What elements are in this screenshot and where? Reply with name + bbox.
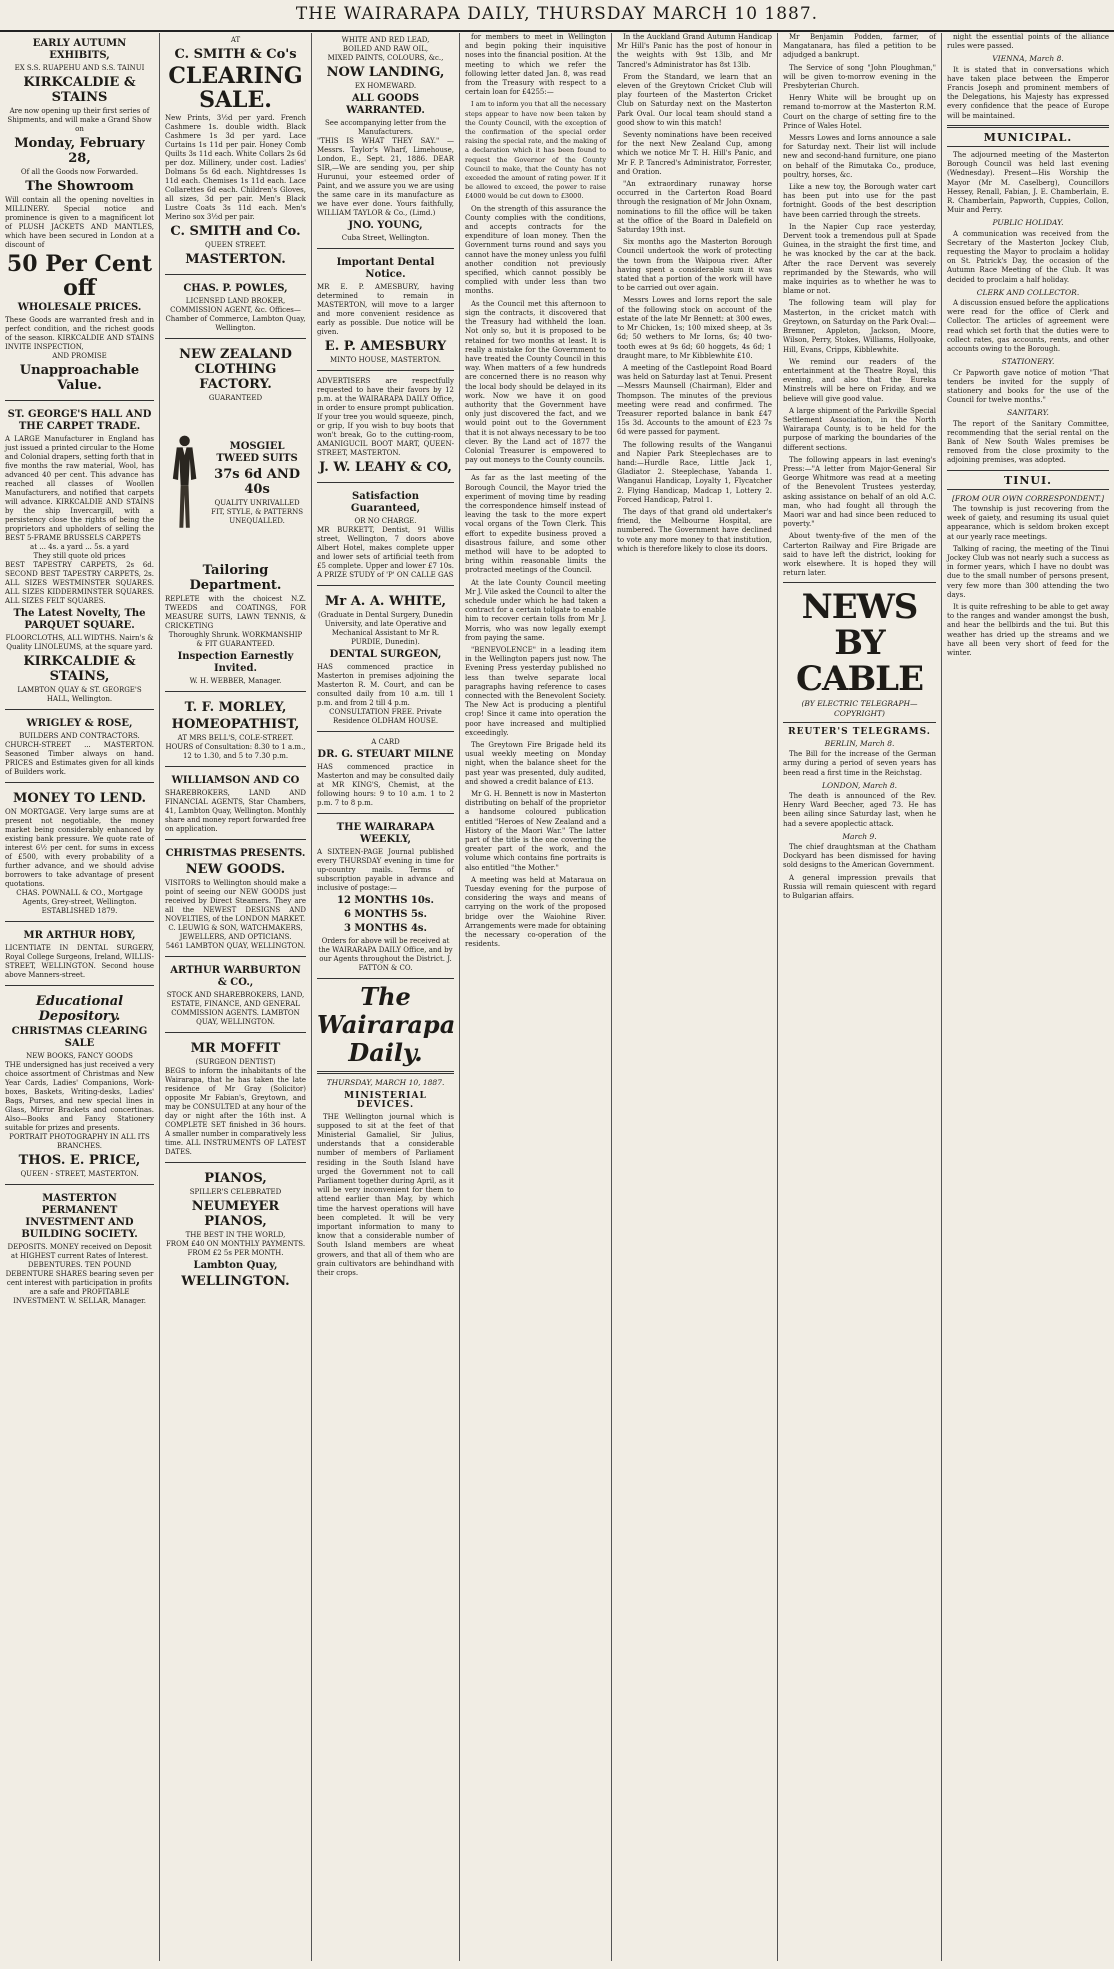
- satisfaction-body: MR BURKETT, Dentist, 91 Willis street, Wellington, 7 doors above Albert Hotel, makes complete upper and lower sets of artificial teeth from £5 complete. Upper and lower £7 10s. A PRIZE STUDY of 'P' ON CALLE GAS: [317, 526, 454, 579]
- novelty-heading: The Latest Novelty, The PARQUET SQUARE.: [13, 608, 146, 631]
- clothing-heading: NEW ZEALAND CLOTHING FACTORY.: [179, 347, 292, 392]
- ad-weekly: [317, 817, 454, 979]
- sanitary-heading: SANITARY.: [1007, 408, 1049, 418]
- williamson-body: SHAREBROKERS, LAND AND FINANCIAL AGENTS, Star Chambers, 41, Lambton Quay, Wellington. Monthly share and money report forwarded free on application.: [165, 789, 306, 833]
- column-7: [942, 33, 1114, 1961]
- white-name: Mr A. A. WHITE,: [324, 594, 447, 609]
- smith-firm: C. SMITH & Co's: [174, 47, 297, 62]
- amesbury: E. P. AMESBURY: [324, 339, 447, 354]
- price-1: FROM £40 ON MONTHLY PAYMENTS.: [165, 1240, 306, 1248]
- showroom-body: Will contain all the opening novelties in MILLINERY. Special notice and prominence is given to a magnificent lot of PLUSH JACKETS AND MANTLES, which have been secured in London at a discount of: [5, 196, 154, 249]
- fit-style: FIT, STYLE, & PATTERNS UNEQUALLED.: [211, 507, 304, 525]
- dental-surgeon: DENTAL SURGEON,: [329, 649, 442, 660]
- article-paragraph: As the Council met this afternoon to sign the contracts, it discovered that the Treasury had withheld the loan. Not only so, but it is proposed to be retained for two months at least. It is really a mistake for the Government to have treated the County Council in this way. When matters of a few hundreds are concerned there is no reason why the local body should be delayed in its work. Now we have it on good authority that the Government have only just discovered the fact, and we would point out to the Government that it is not always necessary to be too clever. By the Land act of 1877 the Colonial Treasurer is empowered to pay out moneys to the County councils.: [465, 299, 606, 465]
- ad-date: Monday, February 28,: [14, 136, 145, 166]
- news-paragraph: About twenty-five of the men of the Carterton Railway and Fire Brigade are said to have left the district, looking for work elsewhere. It is hoped they will return later.: [783, 532, 936, 578]
- tailoring: Tailoring Department.: [189, 563, 282, 593]
- hoby-name: MR ARTHUR HOBY,: [23, 930, 136, 941]
- column-5: [612, 33, 778, 1961]
- newbooks: NEW BOOKS, FANCY GOODS: [26, 1052, 133, 1060]
- adverts-notice: ADVERTISERS are respectfully requested to have their favors by 12 p.m. at the WAIRARAPA DAILY Office, in order to ensure prompt publication. If your tree you would squeeze, pinch, or grip, If you wish to buy boots that won't break, Go to the cutting-room, AMANIGUCIL BOOT MART, QUEEN-STREET, MASTERTON.: [317, 377, 454, 457]
- edu-heading: Educational Depository.: [35, 994, 124, 1024]
- term-12: 12 MONTHS 10s.: [337, 895, 434, 906]
- news-paragraph: Like a new toy, the Borough water cart has been put into use for the past fortnight. Goods of the best description have been carried through the streets.: [783, 183, 936, 219]
- column-1: [0, 33, 160, 1961]
- dateline-vienna: VIENNA, March 8.: [992, 54, 1064, 64]
- williamson-firm: WILLIAMSON AND CO: [171, 775, 300, 786]
- deposits: DEPOSITS. MONEY received on Deposit at HIGHEST current Rates of Interest.: [7, 1243, 152, 1260]
- wrigley-sub: BUILDERS AND CONTRACTORS.: [19, 732, 140, 740]
- bldg-heading: MASTERTON PERMANENT INVESTMENT AND BUILDING SOCIETY.: [21, 1193, 138, 1240]
- news-paragraph: In the Auckland Grand Autumn Handicap Mr Hill's Panic has the post of honour in the weights with 9st 13lb, and Mr Tancred's Administrator has 8st 13lb.: [617, 33, 772, 69]
- public-holiday-heading: PUBLIC HOLIDAY.: [992, 218, 1064, 228]
- news-paragraph: Mr Benjamin Podden, farmer, of Mangatanara, has filed a petition to be adjudged a bankrupt.: [783, 33, 936, 60]
- tinui-paragraph: Talking of racing, the meeting of the Tinui Jockey Club was not nearly such a success as in former years, which I have no doubt was due to the small number of persons present, very few more than 300 attending the two days.: [947, 544, 1109, 599]
- new-goods: NEW GOODS.: [185, 862, 286, 877]
- clearing-sale: CLEARING SALE.: [168, 63, 303, 113]
- news-paragraph: A meeting of the Castlepoint Road Board was held on Saturday last at Tenui. Present—Messrs Maunsell (Chairman), Elder and Thompson. The minutes of the previous meeting were read and confirmed. The Treasurer reported balance in bank £47 15s 3d. Accounts to the amount of £23 7s 6d were passed for payment.: [617, 363, 772, 437]
- news-paragraph: The Service of song "John Ploughman," will be given to-morrow evening in the Presbyterian Church.: [783, 63, 936, 91]
- news-paragraph: The following appears in last evening's Press:—"A letter from Major-General Sir George Whitmore was read at a meeting of the Benevolent Trustees yesterday, asking assistance on behalf of an old A.C. man, who had fought all through the Maori war and had since been reduced to poverty.": [783, 455, 936, 529]
- ks-firm: KIRKCALDIE & STAINS,: [23, 654, 136, 684]
- money-body: ON MORTGAGE. Very large sums are at present not negotiable, the money market being considerably enhanced by existing bank pressure. We quote rate of interest 6½ per cent. for sums in excess of £500, with every probability of a further advance, and we should advise borrowers to take advantage of present quotations.: [5, 808, 154, 888]
- price-2: FROM £2 5s PER MONTH.: [187, 1249, 284, 1257]
- editorial-heading: MINISTERIAL DEVICES.: [344, 1091, 427, 1111]
- neumeyer: NEUMEYER PIANOS,: [191, 1199, 280, 1229]
- moffit-name: MR MOFFIT: [190, 1041, 281, 1056]
- ad-money: [5, 786, 154, 922]
- tailor-body: REPLETE with the choicest N.Z. TWEEDS and COATINGS, FOR MEASURE SUITS, LAWN TENNIS, & CRICKETING: [165, 595, 306, 630]
- stationery-heading: STATIONERY.: [1001, 357, 1055, 367]
- minto-house: MINTO HOUSE, MASTERTON.: [329, 356, 442, 364]
- xmas-body: THE undersigned has just received a very choice assortment of Christmas and New Year Cards, Ladies' Companions, Work-boxes, Baskets, Writing-desks, Ladies' Bags, Purses, and new special lines in Glass, Mirror Brackets and concertinas. Also—Books and Fancy Stationery suitable for prizes and presents.: [5, 1061, 154, 1132]
- sale-list: New Prints, 3½d per yard. French Cashmere 1s. double width. Black Cashmere 1s 3d per yard. Lace Curtains 1s 11d per pair. Honey Comb Quilts 3s 11d each. White Collars 2s 6d per doz. Millinery, under cost. Ladies' Dolmans 5s 6d each. Nightdresses 1s 11d each. Chemises 1s 11d each. Lace Collarettes 6d each. Children's Gloves, all sizes, 3d per pair. Men's Black Lustre Coats 3s 11d each. Men's Merino sox 3½d per pair.: [165, 114, 306, 221]
- unapproachable-value: Unapproachable Value.: [19, 363, 140, 393]
- article-paragraph: Mr G. H. Bennett is now in Masterton distributing on behalf of the proprietor a handsome coloured publication entitled "Heroes of New Zealand and a History of the Maori War." The latter part of the title is the one covering the greater part of the work, and the volume which contains fine portraits is also entitled "the Mother.": [465, 790, 606, 872]
- xmas-heading: CHRISTMAS CLEARING SALE: [11, 1026, 148, 1049]
- showroom-heading: The Showroom: [25, 179, 134, 194]
- warburton-firm: ARTHUR WARBURTON & CO.,: [170, 965, 301, 988]
- mosgiel: MOSGIEL TWEED SUITS: [216, 440, 298, 464]
- ad-firm: KIRKCALDIE & STAINS: [23, 75, 136, 105]
- presents-heading: CHRISTMAS PRESENTS.: [165, 848, 306, 859]
- quote-line: They still quote old prices: [33, 552, 126, 560]
- dental-body: HAS commenced practice in Masterton in premises adjoining the Masterton R. M. Court, and can be consulted daily from 10 a.m. till 1 p.m. and from 2 till 4 p.m.: [317, 663, 454, 707]
- ad-dept: Of all the Goods now Forwarded.: [20, 168, 139, 176]
- tinui-sub: [FROM OUR OWN CORRESPONDENT.]: [951, 493, 1105, 503]
- tinui-paragraph: It is quite refreshing to be able to get away to the ranges and wander amongst the bush, and hear the bellbirds and the tui. But this weather has dried up the streams and we have all been very short of feed for the winter.: [947, 602, 1109, 657]
- paper-title: The Wairarapa Daily.: [317, 982, 456, 1067]
- ad-williamson: [165, 770, 306, 840]
- wellington: WELLINGTON.: [181, 1274, 290, 1289]
- article-paragraph: I am to inform you that all the necessary steps appear to have now been taken by the County Council, with the exception of the confirmation of the special order raising the special rate, and the making of a declaration which it has been found to request the Governor of the County Council to make, that the County has not exceeded the amount of rating power. If it be allowed to exceed, the power to raise £4000 would be cut down to £3000.: [465, 100, 606, 201]
- suit-illustration: [165, 407, 204, 557]
- debentures: DEBENTURES. TEN POUND DEBENTURE SHARES bearing seven per cent interest with participation in profits are a safe and PROFITABLE INVESTMENT. W. SELLAR, Manager.: [5, 1261, 154, 1305]
- portrait-line: PORTRAIT PHOTOGRAPHY IN ALL ITS BRANCHES.: [9, 1133, 150, 1150]
- ad-pianos: [165, 1166, 306, 1296]
- news-paragraph: Henry White will be brought up on remand to-morrow at the Masterton R.M. Court on the charge of setting fire to the Prince of Wales Hotel.: [783, 94, 936, 130]
- news-paragraph: From the Standard, we learn that an eleven of the Greytown Cricket Club will play fourteen of the Masterton Cricket Club on Saturday next on the Masterton Park Oval. Our local team should stand a good show to win this match!: [617, 72, 772, 127]
- ad-early-autumn: [5, 33, 154, 401]
- fees: CONSULTATION FREE. Private Residence OLDHAM HOUSE.: [329, 708, 442, 725]
- dateline-berlin: BERLIN, March 8.: [824, 738, 895, 748]
- wholesale-heading: WHOLESALE PRICES.: [17, 302, 142, 313]
- card: A CARD: [371, 738, 400, 746]
- ad-white: [317, 589, 454, 732]
- municipal-heading: MUNICIPAL.: [983, 130, 1073, 144]
- ad-clothing: [165, 342, 306, 692]
- money-heading: MONEY TO LEND.: [12, 791, 147, 806]
- orders: Orders for above will be received at the WAIRARAPA DAILY Office, and by our Agents throughout the District. J. FATTON & CO.: [318, 937, 453, 972]
- column-3: [312, 33, 460, 1961]
- satisfaction: Satisfaction Guaranteed,: [350, 491, 421, 514]
- ad-boots: [317, 374, 454, 483]
- ad-burkett: [317, 486, 454, 586]
- white-body: (Graduate in Dental Surgery, Dunedin University, and late Operative and Mechanical Assistant to Mr R. PURDIE, Dunedin).: [318, 611, 453, 646]
- homeopathist: HOMEOPATHIST,: [171, 717, 300, 732]
- council-paragraph: A discussion ensued before the applications were read for the office of Clerk and Collector. The articles of agreement were read which set forth that the duties were to collect rates, gas accounts, rents, and other accounts owing to the Borough.: [947, 299, 1109, 354]
- news-paragraph: The days of that grand old undertaker's friend, the Melbourne Hospital, are numbered. The Government have declined to vote any more money to that institution, which is therefore likely to close its doors.: [617, 507, 772, 553]
- ad-morley: [165, 695, 306, 767]
- ad-body: Are now opening up their first series of Shipments, and will make a Grand Show on: [7, 107, 152, 133]
- ad-sub: EX S.S. RUAPEHU AND S.S. TAINUI: [14, 64, 145, 72]
- shrunk: Thoroughly Shrunk. WORKMANSHIP & FIT GUARANTEED.: [168, 631, 303, 648]
- oils: BOILED AND RAW OIL,: [342, 45, 429, 53]
- powles-name: CHAS. P. POWLES,: [183, 283, 288, 294]
- news-paragraph: Messrs Lowes and Iorns report the sale of the following stock on account of the estate of the late Mr Bennett: at 300 ewes, to Mr Chicken, 1s; 100 mixed sheep, at 3s 6d; 50 wethers to Mr Iorns, 6s; 40 two-tooth ewes at 9s 6d; 60 hoggets, 4s 6d; 1 draught mare, to Mr Kibblewhite £10.: [617, 296, 772, 360]
- quality: QUALITY UNRIVALLED: [214, 498, 300, 507]
- news-paragraph: Seventy nominations have been received for the next New Zealand Cup, among which we notice Mr T. H. Hill's Panic, and Mr F. P. Tancred's Administrator, Forrester, and Oration.: [617, 131, 772, 176]
- wrigley-firm: WRIGLEY & ROSE,: [26, 718, 133, 729]
- lambton: Lambton Quay,: [193, 1260, 278, 1271]
- queen-street: QUEEN STREET.: [204, 241, 267, 249]
- clerk-heading: CLERK AND COLLECTOR.: [976, 287, 1080, 297]
- milne-body: HAS commenced practice in Masterton and may be consulted daily at MR KING'S, Chemist, at the following hours: 9 to 10 a.m. 1 to 2 p.m. 7 to 8 p.m.: [317, 763, 454, 807]
- editorial-text: THE Wellington journal which is supposed to sit at the feet of that Ministerial Gamaliel, Sir Julius, understands that a considerable number of members of Parliament residing in the South Island have urged the Government not to call Parliament together during April, as it will be very inconvenient for them to attend earlier than May, by which time the harvest operations will have been completed. It will be very important information to many to know that a considerable number of South Island members are wheat growers, and that all of them who are grain cultivators are behindhand with their crops.: [317, 1112, 454, 1278]
- presents-body: VISITORS to Wellington should make a point of seeing our NEW GOODS just received by Direct Steamers. They are all the NEWEST DESIGNS AND NOVELTIES, of the LONDON MARKET.: [165, 879, 306, 923]
- cable-heading: NEWS BY CABLE: [796, 587, 923, 700]
- council-paragraph: A communication was received from the Secretary of the Masterton Jockey Club, requesting the Mayor to proclaim a holiday on St. Patrick's Day, the occasion of the Autumn Race Meeting of the Club. It was decided to proclaim a half holiday.: [947, 229, 1109, 284]
- tinui-heading: TINUI.: [1004, 473, 1052, 487]
- morley-name: T. F. MORLEY,: [184, 700, 287, 715]
- ex-homeward: EX HOMEWARD.: [354, 82, 417, 90]
- term-6: 6 MONTHS 5s.: [343, 909, 428, 920]
- and-promise: AND PROMISE: [52, 352, 107, 360]
- news-paragraph: In the Napier Cup race yesterday, Dervent took a tremendous pull at Spade Guinea, in the straight the first time, and he was knocked by the car at the back. After the race Dervent was severely reprimanded by the Stewards, who will make inquiries as to whether he was to blame or not.: [783, 222, 936, 296]
- article-paragraph: A meeting was held at Mataraua on Tuesday evening for the purpose of considering the ways and means of carrying on the work of the proposed bridge over the Waiohine River. Arrangements were made for obtaining the necessary co-operation of the residents.: [465, 875, 606, 949]
- article-paragraph: The Greytown Fire Brigade held its usual weekly meeting on Monday night, when the balance sheet for the past year was presented, duly audited, and showed a credit balance of £13.: [465, 741, 606, 786]
- warburton-body: STOCK AND SHAREBROKERS, LAND, ESTATE, FINANCE, AND GENERAL COMMISSION AGENTS. LAMBTON QUAY, WELLINGTON.: [166, 991, 305, 1026]
- column-6: [778, 33, 942, 1961]
- cable-paragraph: The death is announced of the Rev. Henry Ward Beecher, aged 73. He has been ailing since Saturday last, when he had a severe apoplectic attack.: [783, 792, 936, 828]
- masthead: THE WAIRARAPA DAILY, THURSDAY MARCH 10 1887.: [0, 0, 1114, 32]
- ad-wrigley: [5, 713, 154, 783]
- wrigley-body: CHURCH-STREET ... MASTERTON. Seasoned Timber always on hand. PRICES and Estimates given for all kinds of Builders work.: [5, 741, 154, 776]
- bell-address: AT MRS BELL'S, COLE-STREET.: [177, 734, 294, 742]
- yard-prices: at ... 4s. a yard ... 5s. a yard: [30, 543, 129, 551]
- dental-notice-body: MR E. P. AMESBURY, having determined to remain in MASTERTON, will move to a larger and more convenient residence as early as possible. Due notice will be given.: [317, 283, 454, 336]
- council-paragraph: The adjourned meeting of the Masterton Borough Council was held last evening (Wednesday). Present—His Worship the Mayor (Mr M. Caselberg), Councillors Hessey, Renall, Fabian, J. E. Chamberlain, E. R. Chamberlain, Papworth, Cuppies, Collon, Muir and Perry.: [947, 151, 1109, 215]
- dateline-london: LONDON, March 8.: [821, 780, 897, 790]
- jno-young-addr: Cuba Street, Wellington.: [341, 234, 430, 242]
- hours: HOURS of Consultation: 8.30 to 1 a.m., 12 to 1.30, and 5 to 7.30 p.m.: [165, 743, 306, 760]
- webber: W. H. WEBBER, Manager.: [189, 677, 282, 685]
- masterton: MASTERTON.: [185, 252, 286, 267]
- ad-milne: [317, 735, 454, 814]
- news-paragraph: The following results of the Wanganui and Napier Park Steeplechases are to hand:—Hurdle Race, Little Jack 1, Gladiator 2. Steeplechase, Yabanda 1. Wanganui Handicap, Loyalty 1, Flycatcher 2. Flying Handicap, Madcap 1, Lottery 2. Forced Handicap, Patrol 1.: [617, 440, 772, 504]
- hoby-body: LICENTIATE IN DENTAL SURGERY, Royal College Surgeons, Ireland, WILLIS-STREET, WELLINGTON. Second house above Manners-street.: [5, 944, 154, 979]
- tinui-paragraph: The township is just recovering from the week of gaiety, and resuming its usual quiet appearance, which is seldom broken except at our yearly race meetings.: [947, 504, 1109, 541]
- cable-paragraph: night the essential points of the alliance rules were passed.: [947, 33, 1109, 51]
- ks-address: LAMBTON QUAY & ST. GEORGE'S HALL, Wellington.: [17, 686, 142, 703]
- pianos-heading: PIANOS,: [204, 1171, 267, 1186]
- price-addr: QUEEN - STREET, MASTERTON.: [20, 1170, 139, 1178]
- suit-price: 37s 6d AND 40s: [214, 466, 300, 497]
- milne-name: DR. G. STEUART MILNE: [317, 749, 454, 760]
- moffit-body: BEGS to inform the inhabitants of the Wairarapa, that he has taken the late residence of Mr Gray (Solicitor) opposite Mr Fabian's, Greytown, and may be CONSULTED at any hour of the day or night after the 16th inst. A COMPLETE SET finished in 36 hours. A smaller number in comparatively less time. ALL INSTRUMENTS OF LATEST DATES.: [165, 1067, 306, 1156]
- ad-powles: [165, 278, 306, 339]
- ad-smith-clearing: [165, 33, 306, 275]
- news-paragraph: "An extraordinary runaway horse occurred in the Carterton Road Board through the resignation of Mr John Oxnam, nominations to fill the office will be taken at the office of the Board in Dalefield on Saturday 19th inst.: [617, 180, 772, 235]
- cable-paragraph: It is stated that in conversations which have taken place between the Emperor Francis Joseph and prominent members of the Delegations, his Majesty has expressed every confidence that the peace of Europe will be maintained.: [947, 65, 1109, 120]
- term-3: 3 MONTHS 4s.: [343, 923, 428, 934]
- testimonial-heading: See accompanying letter from the Manufacturers.: [325, 119, 446, 136]
- ad-hoby: [5, 925, 154, 986]
- news-paragraph: A large shipment of the Parkville Special Settlement Association, in the North Wairarapa County, is to be held for the purpose of marking the boundaries of the different sections.: [783, 406, 936, 452]
- testimonial-body: "THIS IS WHAT THEY SAY." — Messrs. Taylor's Wharf, Limehouse, London, E., Sept. 21, 1886. DEAR SIR,—We are sending you, per ship Hurunui, your esteemed order of Paint, and we assure you we are using the same care in its manufacture as we have ever done. Yours faithfully, WILLIAM TAYLOR & Co., (Limd.): [317, 137, 454, 217]
- now-landing: NOW LANDING,: [326, 65, 445, 80]
- news-paragraph: We remind our readers of the entertainment at the Theatre Royal, this evening, and also that the Eureka Minstrels will be here on Friday, and we believe will give good value.: [783, 357, 936, 403]
- percent-off: 50 Per Cent off: [6, 251, 153, 301]
- council-paragraph: The report of the Sanitary Committee, recommending that the serial rental on the Bank of New South Wales premises be removed from the close proximity to the adjoining premises, was adopted.: [947, 419, 1109, 465]
- leuwig-addr: 5461 LAMBTON QUAY, WELLINGTON.: [165, 942, 306, 950]
- article-paragraph: for members to meet in Wellington and begin poking their inquisitive noses into the financial position. At the meeting to which we refer the following letter dated Jan. 8, was read from the Treasury with respect to a certain loan for £4255:—: [465, 33, 606, 97]
- money-sign: CHAS. POWNALL & CO., Mortgage Agents, Grey-street, Wellington. ESTABLISHED 1879.: [16, 889, 143, 915]
- price-name: THOS. E. PRICE,: [18, 1153, 141, 1168]
- ad-carpet: [5, 404, 154, 710]
- floorcloth-line: FLOORCLOTHS, ALL WIDTHS. Nairn's & Quality LINOLEUMS, at the square yard.: [5, 634, 154, 651]
- cable-sub: (BY ELECTRIC TELEGRAPH—COPYRIGHT): [801, 699, 918, 718]
- spiller: SPILLER'S CELEBRATED: [189, 1188, 282, 1196]
- weekly-heading: THE WAIRARAPA WEEKLY,: [336, 822, 435, 845]
- ad-title: EARLY AUTUMN EXHIBITS,: [32, 38, 127, 61]
- at: AT: [230, 36, 241, 44]
- wholesale-body: These Goods are warranted fresh and in perfect condition, and the richest goods of the season. KIRKCALDIE AND STAINS INVITE INSPECTION,: [5, 316, 154, 351]
- moffit-sub: (SURGEON DENTIST): [195, 1058, 276, 1066]
- ad-educational: [5, 989, 154, 1185]
- leahy-firm: J. W. LEAHY & CO,: [319, 460, 452, 475]
- reuter-heading: REUTER'S TELEGRAMS.: [788, 726, 931, 737]
- dateline-march9: March 9.: [842, 831, 877, 841]
- guaranteed: GUARANTEED: [208, 394, 263, 402]
- satisfaction-sub: OR NO CHARGE.: [354, 517, 417, 525]
- cable-paragraph: The chief draughtsman at the Chatham Dockyard has been dismissed for having sold designs to the American Government.: [783, 843, 936, 870]
- mixed-paints: MIXED PAINTS, COLOURS, &c.,: [327, 54, 444, 62]
- weekly-body: A SIXTEEN-PAGE Journal published every THURSDAY evening in time for up-country mails. Terms of subscription payable in advance and inclusive of postage:—: [317, 848, 454, 892]
- council-paragraph: Cr Papworth gave notice of motion "That tenders be invited for the supply of stationery and books for the use of the Council for twelve months.": [947, 368, 1109, 405]
- article-paragraph: "BENEVOLENCE" in a leading item in the Wellington papers just now. The Evening Press yesterday published no less than twelve separate local paragraphs having reference to cases connected with the Benevolent Society. The New Act is producing a plentiful crop! Since it came into operation the poor have increased and multiplied exceedingly.: [465, 646, 606, 737]
- cable-paragraph: A general impression prevails that Russia will remain quiescent with regard to Bulgarian affairs.: [783, 873, 936, 901]
- best-in-world: THE BEST IN THE WORLD,: [185, 1231, 286, 1239]
- leuwig-firm: C. LEUWIG & SON, WATCHMAKERS, JEWELLERS, AND OPTICIANS.: [168, 924, 303, 941]
- article-paragraph: On the strength of this assurance the County complies with the conditions, and accepts contracts for the expenditure of loan money. Then the Government turns round and says you cannot have the money unless you fulfil another condition not previously specified, which cannot possibly be complied with under less than two months.: [465, 204, 606, 296]
- carpet-body: A LARGE Manufacturer in England has just issued a printed circular to the Home and Colonial drapers, setting forth that in five months the raw material, Wool, has advanced 40 per cent. This advance has reached all classes of Woollen Manufacturers, and notified that carpets will advance. KIRKCALDIE AND STAINS by the ship Invercargill, with a persistency close the rights of being the proprietors and upholders of selling the BEST 5-FRAME BRUSSELS CARPETS: [5, 435, 154, 542]
- carpet-list: BEST TAPESTRY CARPETS, 2s 6d. SECOND BEST TAPESTRY CARPETS, 2s. ALL SIZES WESTMINSTER SQUARES. ALL SIZES KIDDERMINSTER SQUARES. ALL SIZES FELT SQUARES.: [5, 561, 154, 605]
- article-paragraph: At the late County Council meeting Mr J. Vile asked the Council to alter the schedule under which he had taken a contract for a certain tollgate to enable him to recover certain tolls from Mr J. Morris, who was now legally exempt from paying the same.: [465, 578, 606, 642]
- ad-paint: [317, 33, 454, 249]
- ad-warburton: [165, 960, 306, 1033]
- news-paragraph: Messrs Lowes and Iorns announce a sale for Saturday next. Their list will include new and second-hand furniture, one piano on behalf of the Rimutaka Co., produce, poultry, horses, &c.: [783, 134, 936, 179]
- powles-body: LICENSED LAND BROKER, COMMISSION AGENT, &c. Offices—Chamber of Commerce, Lambton Quay, Wellington.: [165, 297, 306, 332]
- column-4: [460, 33, 612, 1961]
- ad-dental-notice: [317, 252, 454, 371]
- news-paragraph: The following team will play for Masterton, in the cricket match with Greytown, on Saturday on the Park Oval:—Bremner, Appleton, Jackson, Moore, Wilson, Perry, Stokes, Williams, Hollyoake, Hill, Evans, Cripps, Kibblewhite.: [783, 299, 936, 354]
- smith-firm-2: C. SMITH and Co.: [170, 224, 301, 239]
- white-lead: WHITE AND RED LEAD,: [341, 36, 430, 44]
- goods-warranted: ALL GOODS WARRANTED.: [346, 93, 425, 116]
- column-2: [160, 33, 312, 1961]
- ad-moffit: [165, 1036, 306, 1163]
- article-paragraph: As far as the last meeting of the Borough Council, the Mayor tried the experiment of moving time by reading the correspondence himself instead of leaving the task to the more expert vocal organs of the Town Clerk. This effort to expedite business proved a disastrous failure, and some other method will have to be adopted to bring within reasonable limits the protracted meetings of the Council.: [465, 474, 606, 575]
- invited: Inspection Earnestly Invited.: [177, 651, 294, 674]
- dental-notice-heading: Important Dental Notice.: [336, 257, 435, 280]
- ad-presents: [165, 843, 306, 957]
- hall-heading: ST. GEORGE'S HALL AND THE CARPET TRADE.: [7, 409, 152, 432]
- ad-building-society: [5, 1188, 154, 1311]
- issue-date: THURSDAY, MARCH 10, 1887.: [326, 1078, 445, 1087]
- jno-young: JNO. YOUNG,: [348, 220, 423, 231]
- news-paragraph: Six months ago the Masterton Borough Council undertook the work of protecting the town from the Waipoua river. After having spent a considerable sum it was stated that a portion of the work will have to be carried out over again.: [617, 238, 772, 293]
- cable-paragraph: The Bill for the increase of the German army during a period of seven years has been read a first time in the Reichstag.: [783, 750, 936, 777]
